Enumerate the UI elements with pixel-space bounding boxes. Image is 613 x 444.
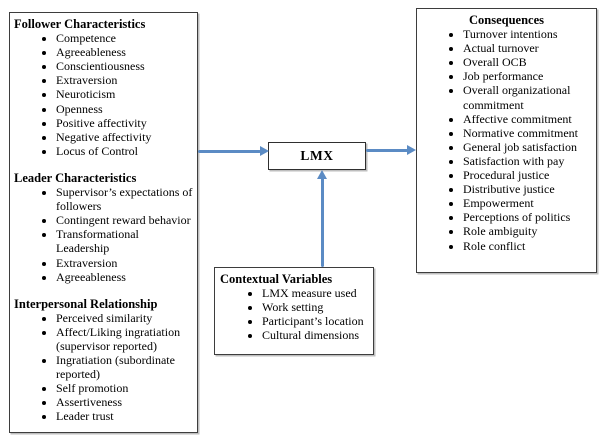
list-item: • Work setting <box>262 300 368 314</box>
leader-characteristics-list <box>14 185 193 284</box>
lmx-label: LMX <box>300 147 334 163</box>
section-title: Contextual Variables <box>220 272 333 286</box>
interpersonal-relationship-list <box>14 311 193 424</box>
list-item: • Empowerment <box>463 196 592 210</box>
list-item: • Ingratiation (subordinate reported) <box>56 353 193 381</box>
list-item: • Conscientiousness <box>56 59 193 73</box>
list-item: • Actual turnover <box>463 41 592 55</box>
arrow-antecedents-to-lmx-line <box>198 150 261 153</box>
list-item: • Affective commitment <box>463 112 592 126</box>
consequences-list <box>421 27 592 253</box>
contextual-variables-box <box>214 267 374 355</box>
interpersonal-relationship-section <box>14 297 193 424</box>
list-item: • Satisfaction with pay <box>463 154 592 168</box>
list-item: • Job performance <box>463 69 592 83</box>
list-item: • Agreeableness <box>56 270 193 284</box>
list-item: • Self promotion <box>56 381 193 395</box>
arrow-contextual-to-lmx-line <box>321 178 324 267</box>
list-item: • Positive affectivity <box>56 116 193 130</box>
antecedents-box <box>9 12 198 433</box>
arrow-contextual-to-lmx-head <box>317 170 327 179</box>
list-item: • Role ambiguity <box>463 224 592 238</box>
leader-characteristics-section <box>14 171 193 284</box>
list-item: • Participant’s location <box>262 314 368 328</box>
list-item: • LMX measure used <box>262 286 368 300</box>
follower-characteristics-section <box>14 17 193 158</box>
list-item: • Locus of Control <box>56 144 193 158</box>
list-item: • Negative affectivity <box>56 130 193 144</box>
list-item: • Turnover intentions <box>463 27 592 41</box>
consequences-box <box>416 8 597 273</box>
list-item: • Role conflict <box>463 239 592 253</box>
contextual-variables-list <box>220 286 368 342</box>
list-item: • Assertiveness <box>56 395 193 409</box>
list-item: • Perceptions of politics <box>463 210 592 224</box>
section-title: Interpersonal Relationship <box>14 296 158 311</box>
list-item: • Overall organizational commitment <box>463 83 592 111</box>
list-item: • Leader trust <box>56 409 193 423</box>
arrow-antecedents-to-lmx-head <box>260 146 269 156</box>
list-item: • Overall OCB <box>463 55 592 69</box>
list-item: • Cultural dimensions <box>262 328 368 342</box>
list-item: • Affect/Liking ingratiation (supervisor reported) <box>56 325 193 353</box>
list-item: • Neuroticism <box>56 87 193 101</box>
follower-characteristics-list <box>14 31 193 158</box>
list-item: • Transformational Leadership <box>56 227 193 255</box>
list-item: • Perceived similarity <box>56 311 193 325</box>
list-item: • Extraversion <box>56 73 193 87</box>
section-title: Consequences <box>468 13 544 27</box>
list-item: • Agreeableness <box>56 45 193 59</box>
list-item: • General job satisfaction <box>463 140 592 154</box>
lmx-box <box>268 142 366 170</box>
list-item: • Competence <box>56 31 193 45</box>
list-item: • Procedural justice <box>463 168 592 182</box>
list-item: • Supervisor’s expectations of followers <box>56 185 193 213</box>
list-item: • Distributive justice <box>463 182 592 196</box>
list-item: • Openness <box>56 102 193 116</box>
list-item: • Contingent reward behavior <box>56 213 193 227</box>
list-item: • Normative commitment <box>463 126 592 140</box>
arrow-lmx-to-consequences-line <box>366 149 408 152</box>
list-item: • Extraversion <box>56 256 193 270</box>
section-title: Leader Characteristics <box>14 170 137 185</box>
section-title: Follower Characteristics <box>14 17 146 31</box>
arrow-lmx-to-consequences-head <box>407 145 416 155</box>
